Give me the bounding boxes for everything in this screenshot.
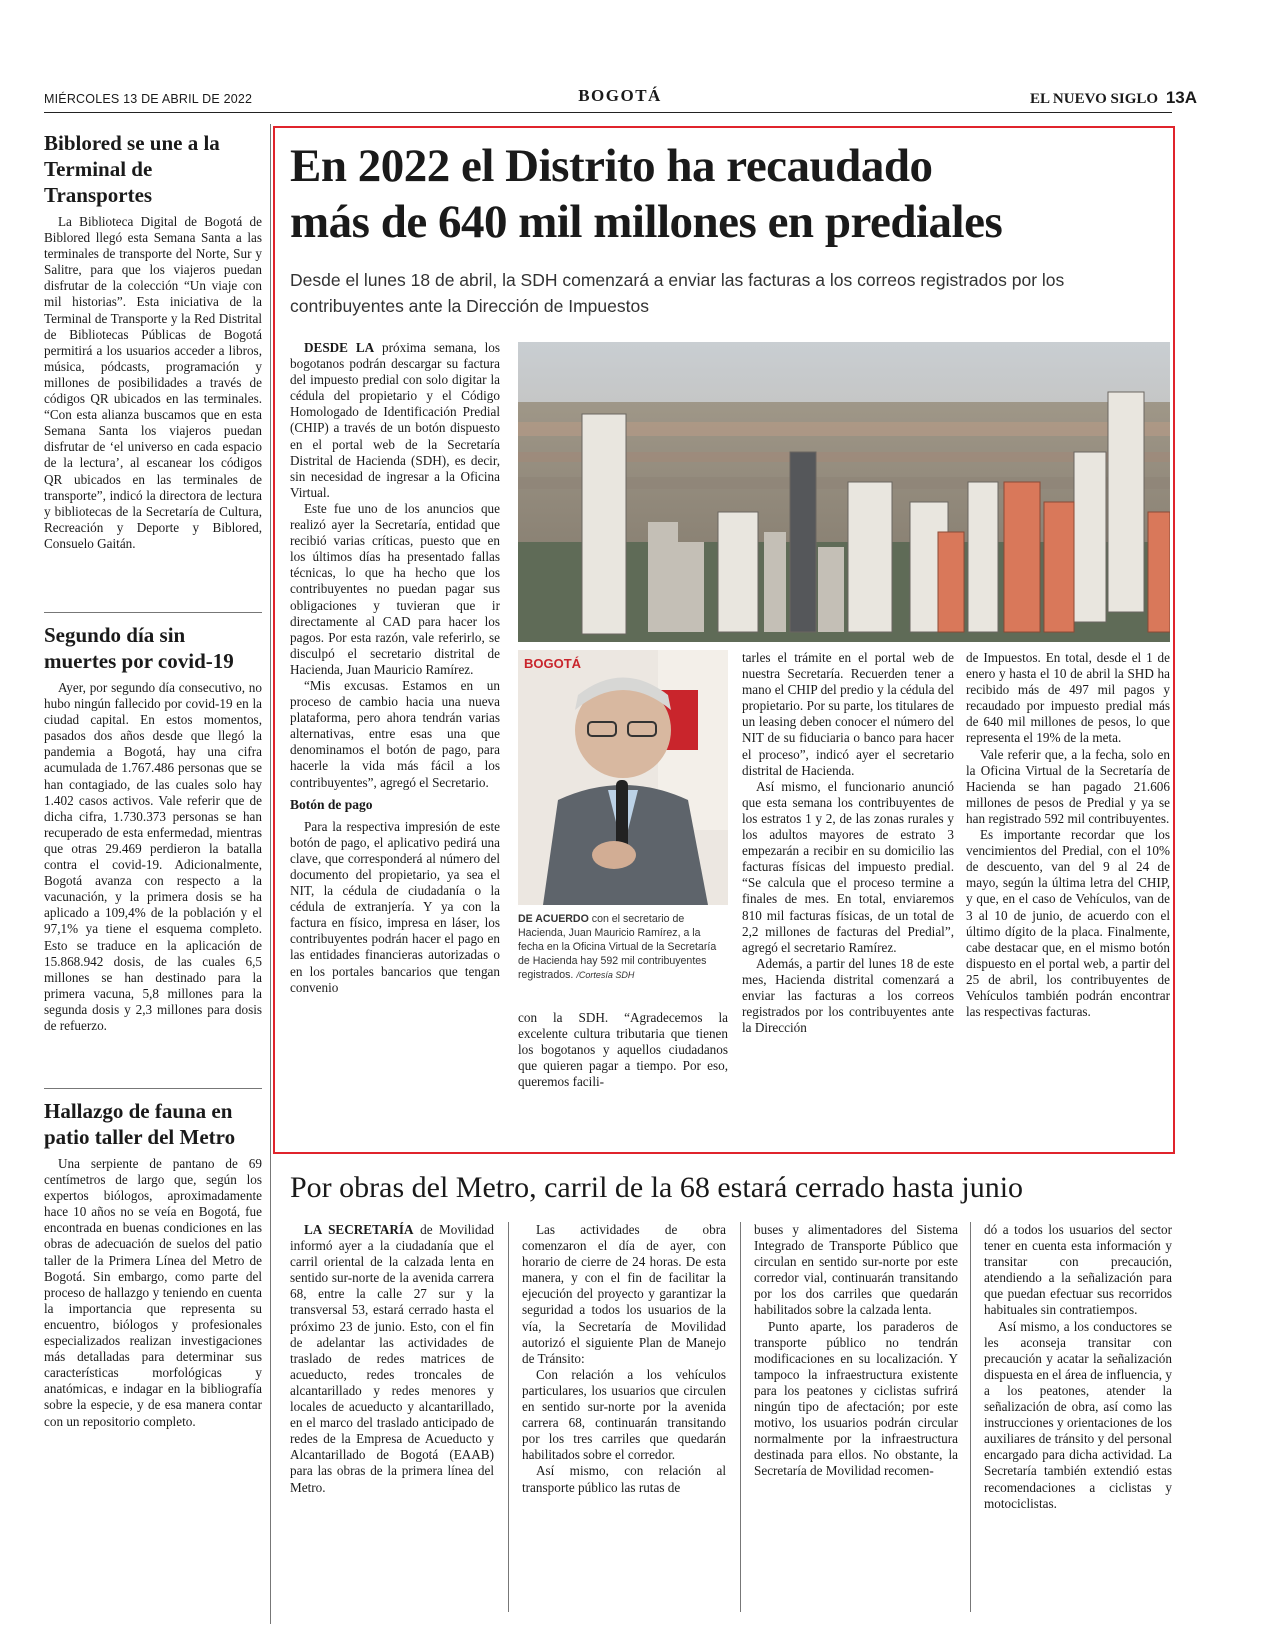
header-paper-name bbox=[1030, 88, 1197, 108]
lead-in: LA SECRETARÍA bbox=[304, 1222, 414, 1237]
paragraph: Punto aparte, los paraderos de transporte público no tendrán modificaciones en su localización. Y tampoco la infraestructura existente para los peatones y ciclistas sufrirá ningún tipo de afectación; por este motivo, los usuarios podrán circular normalmente por la infraestructura destinada para ellos. No obstante, la Secretaría de Movilidad recomen- bbox=[754, 1318, 958, 1479]
main-subtitle: Desde el lunes 18 de abril, la SDH comenzará a enviar las facturas a los correos registrados por los contribuyentes ante la Dirección de Impuestos bbox=[290, 270, 1065, 316]
sidebar-rule bbox=[44, 612, 262, 613]
paragraph: Así mismo, el funcionario anunció que esta semana los contribuyentes de los estratos 1 y 2, de las zonas rurales y los adultos mayores de estrato 3 empezarán a recibir en su domicilio las facturas físicas del impuesto predial. “Se calcula que el proceso termine a finales de mes. En total, enviaremos 810 mil facturas físicas, de un total de 2,2 millones de facturas del Predial”, agregó el secretario Ramírez. bbox=[742, 778, 954, 955]
sidebar-story-body: La Biblioteca Digital de Bogotá de Biblored llegó esta Semana Santa a las terminales de transporte del Norte, Sur y Salitre, para que los viajeros puedan disfrutar de la colección “Un viaje con mil historias”. Esta iniciativa de la Terminal de Transporte y la Red Distrital de Bibliotecas Públicas de Bogotá permitirá a los usuarios acceder a libros, música, pódcasts, programación y millones de posibilidades a través de códigos QR ubicados en las terminales. “Con esta alianza buscamos que en esta Semana Santa los viajeros puedan disfrutar de ‘el universo en cada espacio de la lectura’, al escanear los códigos QR ubicados en las terminales de transporte”, indicó la directora de lectura y bibliotecas de la Secretaría de Cultura, Recreación y Deporte y Biblored, Consuelo Gaitán. bbox=[44, 214, 262, 551]
column-rule bbox=[508, 1222, 509, 1612]
caption-text: con el secretario de Hacienda, Juan Mauricio Ramírez, a la fecha en la Oficina Virtual de la Secretaría de Hacienda hay 592 mil contribuyentes registrados. bbox=[518, 913, 717, 981]
main-column-4 bbox=[966, 650, 1170, 1020]
main-column-2 bbox=[518, 1010, 728, 1090]
paragraph: con la SDH. “Agradecemos la excelente cultura tributaria que tienen los bogotanos y aquellos ciudadanos que quieren pagar a tiempo. Por eso, queremos facili- bbox=[518, 1010, 728, 1090]
paragraph: Es importante recordar que los vencimientos del Predial, con el 10% de descuento, van del 9 al 24 de mayo, según la última letra del CHIP, y que, en el caso de Vehículos, van de 3 al 10 de junio, de acuerdo con el último dígito de la placa. Finalmente, cabe destacar que, en el mismo botón dispuesto en el portal web, a partir del 25 de abril, los contribuyentes de Vehículos también podrán encontrar las respectivas facturas. bbox=[966, 827, 1170, 1020]
main-column-1 bbox=[290, 340, 500, 996]
sidebar-story-title: Biblored se une a la Terminal de Transportes bbox=[44, 131, 220, 207]
headline-line-2: más de 640 mil millones en prediales bbox=[290, 196, 1003, 248]
paragraph: Vale referir que, a la fecha, solo en la Oficina Virtual de la Secretaría de Hacienda se han pagado 21.606 millones de pesos de Predial y ya se han registrado 592 mil contribuyentes. bbox=[966, 746, 1170, 826]
paragraph: Con relación a los vehículos particulares, los usuarios que circulen en sentido sur-norte por la avenida carrera 68, continuarán transitando por los tres carriles que quedarán habilitados sobre el corredor. bbox=[522, 1366, 726, 1463]
city-skyline-photo bbox=[518, 342, 1170, 642]
sidebar-story-body: Ayer, por segundo día consecutivo, no hubo ningún fallecido por covid-19 en la ciudad capital. En estos momentos, pasados dos años desde que llegó la pandemia a Bogotá, hay una cifra acumulada de 1.767.486 personas que se han contagiado, de las cuales solo hay 1.402 casos activos. Vale referir que de dicha cifra, 1.730.373 personas se han recuperado de esta enfermedad, mientras que otras 29.469 perdieron la batalla contra el covid-19. Adicionalmente, Bogotá avanza con respecto a la vacunación, y la primera dosis se ha aplicado a 109,4% de la población y el 97,1% ya tiene el esquema completo. Esto se traduce en la aplicación de 15.868.942 dosis, de las cuales 6,5 millones se han destinado para la primera vacuna, 5,8 millones para la segunda dosis y 2,3 millones para dosis de refuerzo. bbox=[44, 680, 262, 1033]
headline-line-1: En 2022 el Distrito ha recaudado bbox=[290, 140, 933, 192]
paragraph: próxima semana, los bogotanos podrán descargar su factura del impuesto predial con solo digitar la cédula del propietario y el Código Homologado de Identificación Predial (CHIP) a través de un botón dispuesto en el portal web de la Secretaría Distrital de Hacienda (SDH), es decir, sin necesidad de ingresar a la Oficina Virtual. bbox=[290, 340, 500, 500]
sidebar-divider bbox=[270, 124, 271, 1624]
paragraph: Así mismo, con relación al transporte público las rutas de bbox=[522, 1463, 726, 1495]
sidebar-rule bbox=[44, 1088, 262, 1089]
column-rule bbox=[740, 1222, 741, 1612]
paragraph: Además, a partir del lunes 18 de este mes, Hacienda distrital comenzará a enviar las facturas a los correos registrados por los contribuyentes ante la Dirección bbox=[742, 955, 954, 1036]
sidebar-story-title: Hallazgo de fauna en patio taller del Metro bbox=[44, 1099, 236, 1149]
subheading: Botón de pago bbox=[290, 796, 373, 812]
metro-column-2 bbox=[522, 1222, 726, 1496]
skyline-image bbox=[518, 342, 1170, 642]
paragraph: Este fue uno de los anuncios que realizó ayer la Secretaría, entidad que recibió varias críticas, puesto que en los últimos días ha presentado fallas técnicas, lo que ha hecho que los contribuyentes no puedan pagar sus obligaciones y tuvieran que ir directamente al CAD para hacer los pagos. Por esta razón, vale referirlo, se disculpó el secretario distrital de Hacienda, Juan Mauricio Ramírez. bbox=[290, 500, 500, 677]
page-number: 13A bbox=[1165, 88, 1198, 107]
header-section: BOGOTÁ bbox=[578, 86, 662, 105]
paragraph: de Movilidad informó ayer a la ciudadanía que el carril oriental de la calzada lenta en sentido sur-norte de la avenida carrera 68, entre la calle 27 sur y la transversal 53, estará cerrado hasta el próximo 23 de junio. Esto, con el fin de adelantar las actividades de traslado de redes matrices de acueducto, redes troncales de alcantarillado y redes menores y locales de acueducto y alcantarillado, en el marco del traslado anticipado de redes de la Empresa de Acueducto y Alcantarillado de Bogotá (EAAB) para las obras de la primera línea del Metro. bbox=[290, 1222, 494, 1495]
sidebar-story-covid bbox=[44, 622, 262, 1034]
paragraph: buses y alimentadores del Sistema Integrado de Transporte Público que circulan en sentido sur-norte por este corredor vial, continuarán transitando por los dos carriles que quedarán habilitados sobre la calzada lenta. bbox=[754, 1222, 958, 1318]
paragraph: “Mis excusas. Estamos en un proceso de cambio hacia una nueva plataforma, pero ahora tendrán varias alternativas, entre esas una que denominamos el botón de pago, para hacerle la vida más fácil a los contribuyentes”, agregó el Secretario. bbox=[290, 677, 500, 790]
header-rule bbox=[44, 112, 1172, 113]
metro-headline: Por obras del Metro, carril de la 68 estará cerrado hasta junio bbox=[290, 1171, 1024, 1204]
metro-column-1 bbox=[290, 1222, 494, 1496]
column-rule bbox=[970, 1222, 971, 1612]
paragraph: dó a todos los usuarios del sector tener en cuenta esta información y transitar con precaución, atendiendo a la señalización para que puedan efectuar sus recorridos habituales sin contratiempos. bbox=[984, 1222, 1172, 1318]
paragraph: de Impuestos. En total, desde el 1 de enero y hasta el 10 de abril la SHD ha recibido más de 497 mil pagos y recaudado por impuesto predial más de 640 mil millones de pesos, lo que representa el 19% de la meta. bbox=[966, 650, 1170, 746]
caption-lead: DE ACUERDO bbox=[518, 913, 589, 925]
photo-credit: /Cortesía SDH bbox=[576, 970, 635, 980]
paper-name: EL NUEVO SIGLO bbox=[1030, 91, 1159, 107]
header-date: MIÉRCOLES 13 DE ABRIL DE 2022 bbox=[44, 92, 253, 106]
sidebar-story-biblored bbox=[44, 130, 262, 552]
sidebar-story-title: Segundo día sin muertes por covid-19 bbox=[44, 623, 234, 673]
paragraph: Las actividades de obra comenzaron el día de ayer, con horario de cierre de 24 horas. De esta manera, y con el fin de facilitar la ejecución del proyecto y garantizar la seguridad a todos los usuarios de la vía, la Secretaría de Movilidad autorizó el siguiente Plan de Manejo de Tránsito: bbox=[522, 1222, 726, 1366]
paragraph: Para la respectiva impresión de este botón de pago, el aplicativo pedirá una clave, que corresponderá al número del documento del propietario, ya sea el NIT, la cédula de ciudadanía o la cédula de extranjería. Y ya con la factura en físico, impresa en láser, los contribuyentes podrán hacer el pago en las entidades financieras autorizadas o en los portales bancarios que tengan convenio bbox=[290, 818, 500, 995]
sidebar-story-fauna bbox=[44, 1098, 262, 1430]
photo-banner: BOGOTÁ bbox=[524, 656, 582, 671]
paragraph: Así mismo, a los conductores se les aconseja transitar con precaución y acatar la señalización dispuesta en el área de influencia, y a los peatones, atender la señalización de obra, así como las instrucciones y orientaciones de los auxiliares de tránsito y del personal encargado para dicha actividad. La Secretaría también extendió estas recomendaciones a ciclistas y motociclistas. bbox=[984, 1318, 1172, 1511]
sidebar-story-body: Una serpiente de pantano de 69 centímetros de largo que, según los expertos biólogos, aproximadamente hace 10 años no se veía en Bogotá, fue encontrada en buenas condiciones en las obras de adecuación de suelos del patio taller de la Primera Línea del Metro de Bogotá. Sin embargo, como parte del proceso de hallazgo y teniendo en cuenta la importancia que representa su encuentro, biólogos y profesionales especializados realizan investigaciones más detalladas para determinar sus características morfológicas y anatómicas, e indagar en la bibliografía sobre la especie, y de esa manera contar con un repositorio completo. bbox=[44, 1156, 262, 1429]
metro-column-3 bbox=[754, 1222, 958, 1480]
paragraph: tarles el trámite en el portal web de nuestra Secretaría. Recuerden tener a mano el CHIP del predio y la cédula del propietario. Por su parte, los titulares de un leasing deben conocer el número del NIT de su fiduciaria o banco para hacer el proceso”, indicó ayer el secretario distrital de Hacienda. bbox=[742, 650, 954, 778]
main-headline bbox=[290, 138, 1170, 250]
secretary-photo bbox=[518, 650, 728, 905]
portrait-image bbox=[518, 650, 728, 905]
main-column-3 bbox=[742, 650, 954, 1036]
photo-caption bbox=[518, 912, 728, 982]
metro-column-4 bbox=[984, 1222, 1172, 1512]
lead-in: DESDE LA bbox=[304, 340, 375, 355]
